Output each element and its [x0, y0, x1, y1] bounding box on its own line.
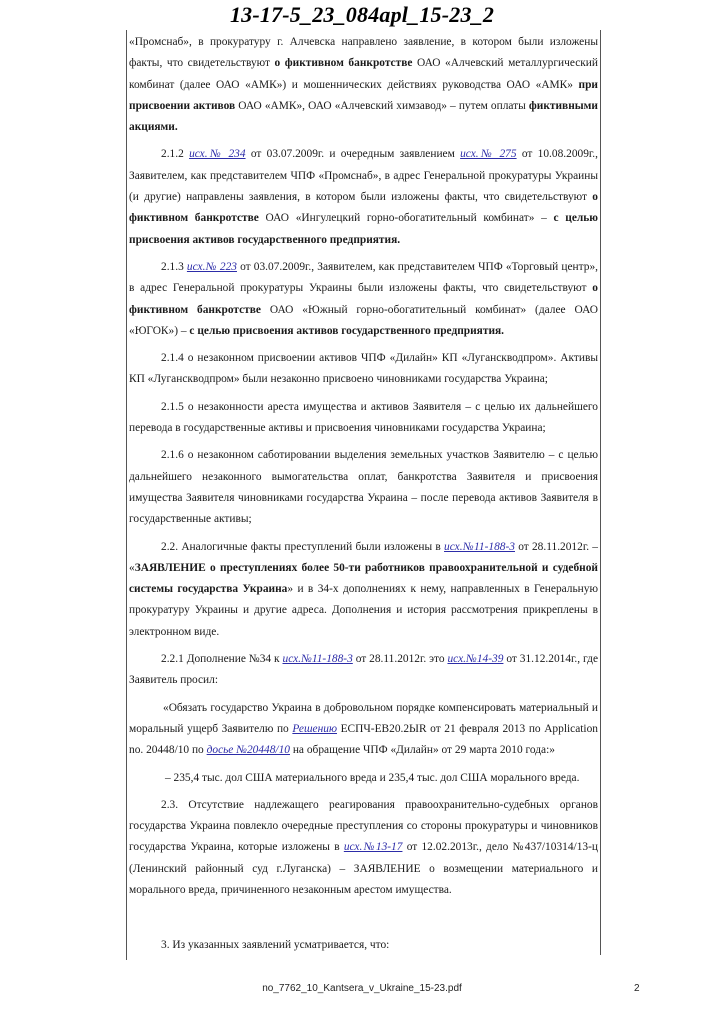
paragraph-3: 3. Из указанных заявлений усматривается, что:: [161, 939, 390, 952]
paragraph-2-3: 2.3. Отсутствие надлежащего реагирования правоохранительно-судебных органов государства Украина повлекло очередные преступления со стороны прокуратуры и чиновников государства Украина, которые изложены в исх.№13-17 от 12.02.2013г., дело №437/10314/13-ц (Ленинский районный суд г.Луганска) – ЗАЯВЛЕНИЕ о возмещении материального и морального вреда, причиненного незаконным арестом имущества.: [129, 798, 598, 896]
link-ref-234[interactable]: исх.№ 234: [189, 148, 246, 161]
paragraph-2-1-3: 2.1.3 исх.№ 223 от 03.07.2009г., Заявителем, как представителем ЧПФ «Торговый центр», в адрес Генеральной прокуратуры Украины были изложены факты, что свидетельствуют о фиктивном банкротстве ОАО «Южный горно-обогатительный комбинат» (далее ОАО «ЮГОК») – с целью присвоения активов государственного предприятия.: [129, 260, 599, 337]
paragraph-2-1-4: 2.1.4 о незаконном присвоении активов ЧПФ «Дилайн» КП «Луганскводпром». Активы КП «Луганскводпром» были незаконно присвоено чиновниками государства Украина;: [129, 352, 598, 386]
paragraph-2-1-2: 2.1.2 исх.№ 234 от 03.07.2009г. и очередным заявлением исх.№ 275 от 10.08.2009г., Заявителем, как представителем ЧПФ «Промснаб», в адрес Генеральной прокуратуры Украины (и другие) направлены заявления, в котором были изложены факты, что свидетельствуют о фиктивном банкротстве ОАО «Ингулецкий горно-обогатительный комбинат» – с целью присвоения активов государственного предприятия.: [129, 148, 598, 246]
right-margin-line: [600, 30, 601, 955]
paragraph-2-1-5: 2.1.5 о незаконности ареста имущества и активов Заявителя – с целью их дальнейшего перевода в государственные активы и присвоения чиновниками государства Украина;: [129, 400, 598, 435]
link-ref-11-188-3-b[interactable]: исх.№11-188-3: [282, 653, 353, 666]
link-ref-14-39[interactable]: исх.№14-39: [447, 653, 504, 666]
link-ref-13-17[interactable]: исх.№13-17: [343, 841, 403, 854]
link-ref-11-188-3[interactable]: исх.№11-188-3: [444, 540, 515, 553]
link-ref-223[interactable]: исх.№ 223: [186, 260, 237, 273]
left-margin-line: [126, 30, 127, 960]
link-dossier-20448-10[interactable]: досье №20448/10: [206, 744, 290, 757]
paragraph-2-2: 2.2. Аналогичные факты преступлений были изложены в исх.№11-188-3 от 28.11.2012г. – «ЗАЯВЛЕНИЕ о преступлениях более 50-ти работников правоохранительной и судебной системы государства Украина» и в 34-х дополнениях к нему, направленных в Генеральную прокуратуру Украины и другие адреса. Дополнения и история рассмотрения прикреплены в электронном виде.: [129, 540, 598, 638]
link-ref-275[interactable]: исх.№ 275: [460, 148, 517, 161]
paragraph-2-1-6: 2.1.6 о незаконном саботировании выделения земельных участков Заявителю – с целью дальнейшего незаконного вымогательства оплат, банкротства Заявителя и присвоения имущества Заявителя чиновниками государства Украина – после перевода активов Заявителя в государственные активы;: [129, 449, 598, 526]
page-title: 13-17-5_23_084apl_15-23_2: [229, 2, 495, 27]
paragraph-2-1-1-continued: «Промснаб», в прокуратуру г. Алчевска направлено заявление, в котором были изложены факты, что свидетельствуют о фиктивном банкротстве ОАО «Алчевский металлургический комбинат (далее ОАО «АМК») и мошеннических действиях руководства ОАО «АМК» при присвоении активов ОАО «АМК», ОАО «Алчевский химзавод» – путем оплаты фиктивными акциями.: [129, 36, 598, 134]
quoted-request: «Обязать государство Украина в добровольном порядке компенсировать материальный и моральный ущерб Заявителю по Решению ЕСПЧ-ЕВ20.2ЫR от 21 февраля 2013 по Application no. 20448/10 по досье №20448/10 на обращение ЧПФ «Дилайн» от 29 марта 2010 года:»: [129, 701, 598, 757]
paragraph-2-2-1: 2.2.1 Дополнение №34 к исх.№11-188-3 от 28.11.2012г. это исх.№14-39 от 31.12.2014г., где Заявитель просил:: [129, 653, 598, 687]
page-number: 2: [634, 983, 640, 994]
document-body: [129, 32, 598, 901]
damages-line: – 235,4 тыс. дол США материального вреда и 235,4 тыс. дол США морального вреда.: [165, 771, 580, 784]
link-decision[interactable]: Решению: [292, 722, 337, 735]
footer-filename: no_7762_10_Kantsera_v_Ukraine_15-23.pdf: [262, 983, 462, 994]
